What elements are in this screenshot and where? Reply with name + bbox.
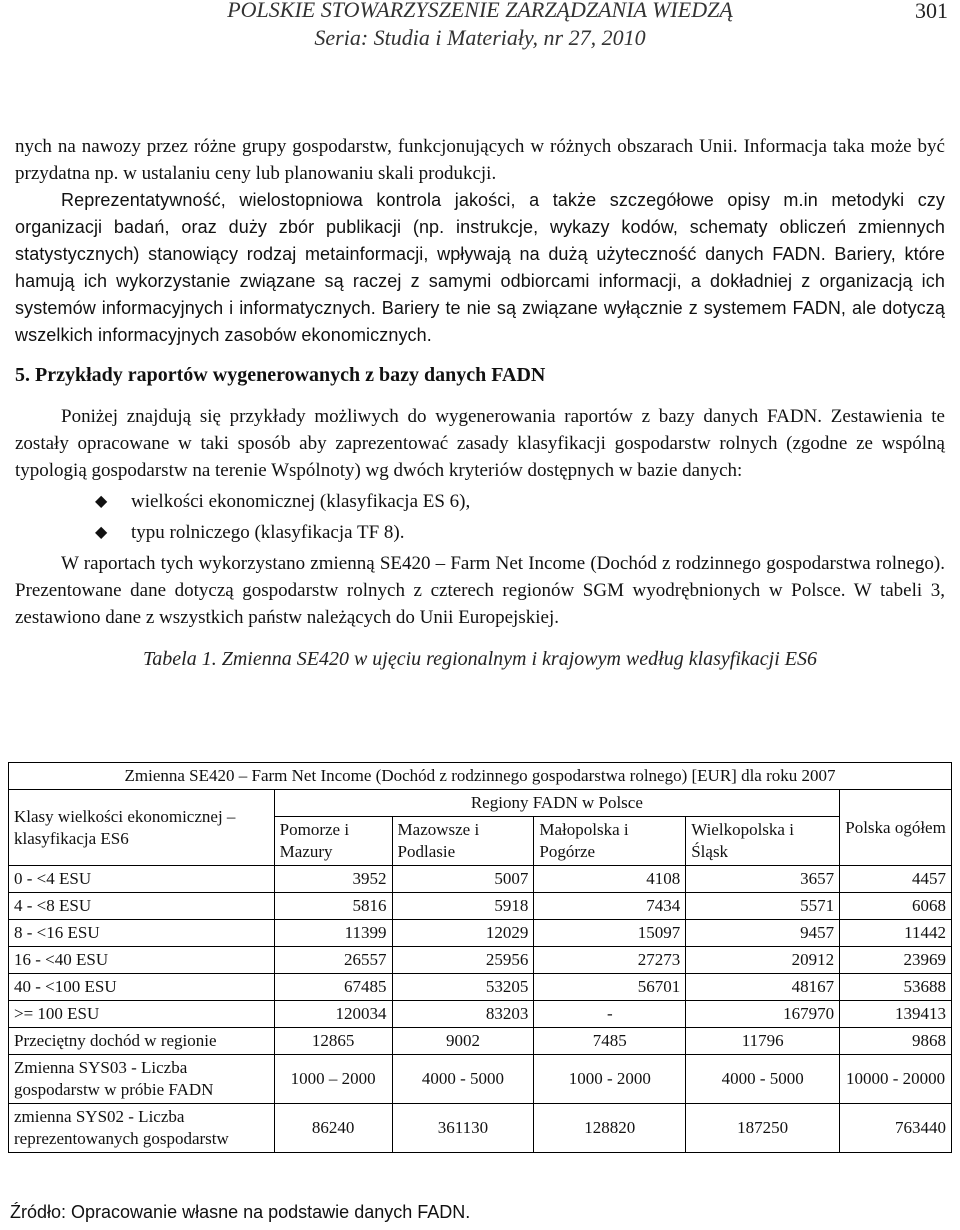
diamond-bullet-icon: ◆ xyxy=(95,493,108,510)
journal-title: POLSKIE STOWARZYSZENIE ZARZĄDZANIA WIEDZĄ xyxy=(227,0,733,22)
table-cell: 763440 xyxy=(840,1104,952,1153)
data-table xyxy=(8,762,952,1153)
table-cell: 11796 xyxy=(686,1028,840,1055)
total-header: Polska ogółem xyxy=(840,790,952,866)
paragraph-3: Poniżej znajdują się przykłady możliwych do wygenerowania raportów z bazy danych FADN. Zestawienia te zostały opracowane w taki sposób aby zaprezentować zasady klasyfikacji gospodarstw rolnych (zgodne ze wspólną typologią gospodarstw na terenie Wspólnoty) wg dwóch kryteriów dostępnych w bazie danych: xyxy=(15,406,945,481)
table-cell: 5816 xyxy=(274,893,392,920)
list-item-text: wielkości ekonomicznej (klasyfikacja ES 6), xyxy=(131,491,471,512)
list-item-text: typu rolniczego (klasyfikacja TF 8). xyxy=(131,522,405,543)
row-label: Zmienna SYS03 - Liczba gospodarstw w próbie FADN xyxy=(9,1055,275,1104)
table-cell: 86240 xyxy=(274,1104,392,1153)
table-cell: 9457 xyxy=(686,920,840,947)
table-cell: 7485 xyxy=(534,1028,686,1055)
page-number: 301 xyxy=(915,0,948,23)
table-row xyxy=(9,920,952,947)
row-label: 4 - <8 ESU xyxy=(9,893,275,920)
series-title: Seria: Studia i Materiały, nr 27, 2010 xyxy=(314,25,646,50)
table-cell: 12865 xyxy=(274,1028,392,1055)
table-cell: 4000 - 5000 xyxy=(686,1055,840,1104)
region-header: Małopolska i Pogórze xyxy=(534,817,686,866)
section-heading: 5. Przykłady raportów wygenerowanych z bazy danych FADN xyxy=(15,364,546,386)
table-cell: 9868 xyxy=(840,1028,952,1055)
table-cell: 5918 xyxy=(392,893,534,920)
table-cell: 12029 xyxy=(392,920,534,947)
table-row xyxy=(9,1055,952,1104)
table-cell: 67485 xyxy=(274,974,392,1001)
table-cell: 6068 xyxy=(840,893,952,920)
table-cell: 83203 xyxy=(392,1001,534,1028)
diamond-bullet-icon: ◆ xyxy=(95,524,108,541)
list-item xyxy=(15,517,945,548)
table-cell: 3657 xyxy=(686,866,840,893)
paragraph-1: nych na nawozy przez różne grupy gospodarstw, funkcjonujących w różnych obszarach Unii. Informacja taka może być przydatna np. w ustalaniu ceny lub planowaniu skali produkcji. xyxy=(15,136,945,184)
list-item xyxy=(15,486,945,517)
group-header: Regiony FADN w Polsce xyxy=(274,790,839,817)
table-cell: 9002 xyxy=(392,1028,534,1055)
table-cell: 139413 xyxy=(840,1001,952,1028)
table-row xyxy=(9,1001,952,1028)
page-header xyxy=(12,0,948,60)
table-row xyxy=(9,947,952,974)
table-body xyxy=(9,866,952,1153)
criteria-list xyxy=(15,486,945,548)
row-label: Przeciętny dochód w regionie xyxy=(9,1028,275,1055)
table-cell: 48167 xyxy=(686,974,840,1001)
table-cell: - xyxy=(534,1001,686,1028)
table-cell: 11399 xyxy=(274,920,392,947)
table-cell: 25956 xyxy=(392,947,534,974)
table-cell: 128820 xyxy=(534,1104,686,1153)
table-cell: 27273 xyxy=(534,947,686,974)
table-cell: 56701 xyxy=(534,974,686,1001)
table-caption: Tabela 1. Zmienna SE420 w ujęciu regionalnym i krajowym według klasyfikacji ES6 xyxy=(143,648,817,670)
table-row xyxy=(9,1028,952,1055)
row-label: 0 - <4 ESU xyxy=(9,866,275,893)
article-body xyxy=(15,133,945,683)
table-row xyxy=(9,974,952,1001)
table-cell: 4108 xyxy=(534,866,686,893)
table-cell: 5571 xyxy=(686,893,840,920)
table-cell: 23969 xyxy=(840,947,952,974)
paragraph-4: W raportach tych wykorzystano zmienną SE420 – Farm Net Income (Dochód z rodzinnego gospodarstwa rolnego). Prezentowane dane dotyczą gospodarstw rolnych z czterech regionów SGM wyodrębnionych w Polsce. W tabeli 3, zestawiono dane z wszystkich państw należących do Unii Europejskiej. xyxy=(15,553,945,628)
table-cell: 15097 xyxy=(534,920,686,947)
table-cell: 10000 - 20000 xyxy=(840,1055,952,1104)
table-cell: 4457 xyxy=(840,866,952,893)
table-cell: 4000 - 5000 xyxy=(392,1055,534,1104)
table-cell: 11442 xyxy=(840,920,952,947)
row-label: zmienna SYS02 - Liczba reprezentowanych gospodarstw xyxy=(9,1104,275,1153)
table-cell: 3952 xyxy=(274,866,392,893)
table-title: Zmienna SE420 – Farm Net Income (Dochód z rodzinnego gospodarstwa rolnego) [EUR] dla roku 2007 xyxy=(9,763,952,790)
table-cell: 26557 xyxy=(274,947,392,974)
row-label: 40 - <100 ESU xyxy=(9,974,275,1001)
region-header: Mazowsze i Podlasie xyxy=(392,817,534,866)
table-cell: 187250 xyxy=(686,1104,840,1153)
row-header: Klasy wielkości ekonomicznej – klasyfikacja ES6 xyxy=(9,790,275,866)
table-cell: 167970 xyxy=(686,1001,840,1028)
table-cell: 1000 - 2000 xyxy=(534,1055,686,1104)
table-cell: 361130 xyxy=(392,1104,534,1153)
table-cell: 53205 xyxy=(392,974,534,1001)
paragraph-2: Reprezentatywność, wielostopniowa kontrola jakości, a także szczegółowe opisy m.in metodyki czy organizacji badań, oraz duży zbór publikacji (np. instrukcje, wykazy kodów, schematy obliczeń zmiennych statystycznych) stanowiący rodzaj metainformacji, wpływają na dużą użyteczność danych FADN. Bariery, które hamują ich wykorzystanie związane są raczej z samymi odbiorcami informacji, a dokładniej z organizacją ich systemów informacyjnych i informatycznych. Bariery te nie są związane wyłącznie z systemem FADN, ale dotyczą wszelkich informacyjnych zasobów ekonomicznych. xyxy=(15,190,945,345)
table-cell: 1000 – 2000 xyxy=(274,1055,392,1104)
table-cell: 120034 xyxy=(274,1001,392,1028)
row-label: 16 - <40 ESU xyxy=(9,947,275,974)
table-source: Źródło: Opracowanie własne na podstawie danych FADN. xyxy=(10,1202,471,1222)
table-row xyxy=(9,866,952,893)
row-label: 8 - <16 ESU xyxy=(9,920,275,947)
table-row xyxy=(9,1104,952,1153)
table-cell: 53688 xyxy=(840,974,952,1001)
table-cell: 7434 xyxy=(534,893,686,920)
table-cell: 20912 xyxy=(686,947,840,974)
row-label: >= 100 ESU xyxy=(9,1001,275,1028)
region-header: Pomorze i Mazury xyxy=(274,817,392,866)
region-header: Wielkopolska i Śląsk xyxy=(686,817,840,866)
table-row xyxy=(9,893,952,920)
table-cell: 5007 xyxy=(392,866,534,893)
